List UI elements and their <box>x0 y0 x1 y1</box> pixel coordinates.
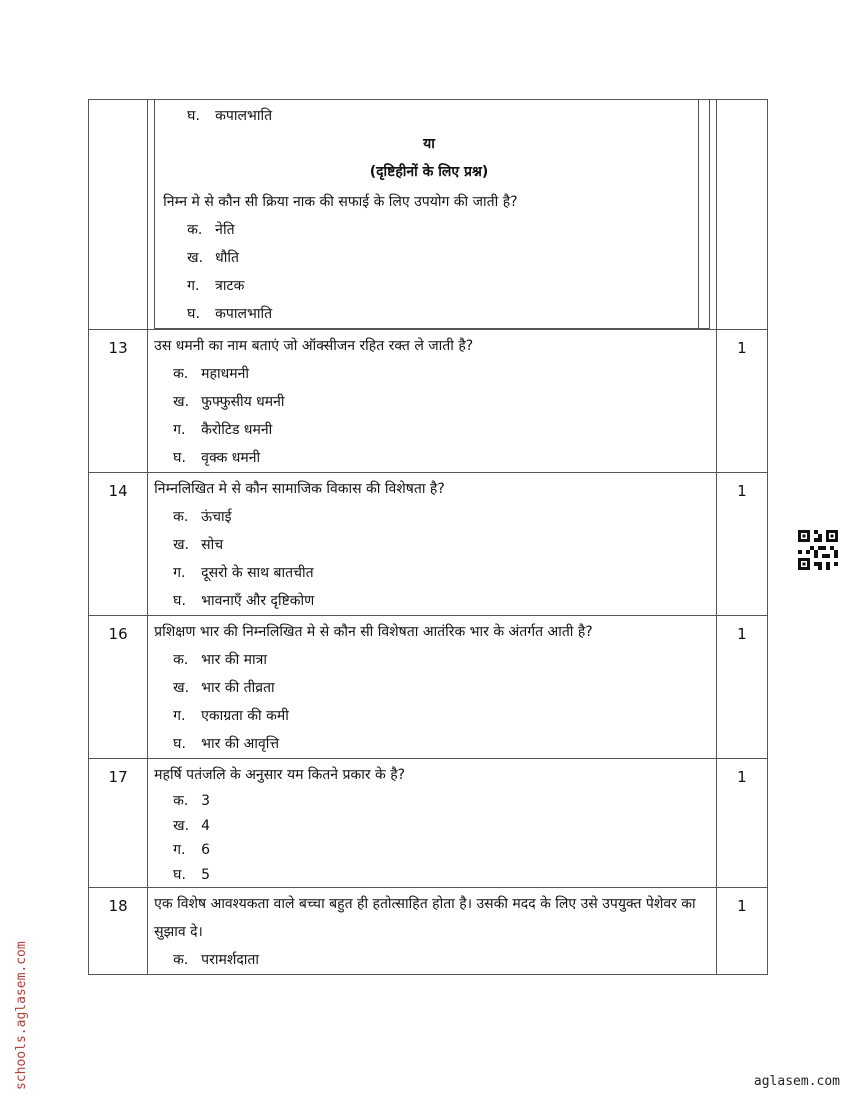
or-separator: या <box>423 136 435 152</box>
question-number: 18 <box>108 897 128 915</box>
question-number: 14 <box>108 482 128 500</box>
question-table <box>88 99 768 975</box>
question-number: 16 <box>108 625 128 643</box>
marks-cell <box>716 473 767 616</box>
option-d: घ. 5 <box>173 866 211 883</box>
option-a: क. महाधमनी <box>173 366 249 382</box>
question-text: प्रशिक्षण भार की निम्नलिखित मे से कौन सी विशेषता आतंरिक भार के अंतर्गत आती है? <box>154 624 593 640</box>
table-row-q17 <box>89 759 768 888</box>
question-number-cell <box>89 330 148 473</box>
option-a: क. नेति <box>187 222 235 238</box>
option-b: ख. भार की तीव्रता <box>173 680 275 696</box>
marks-value: 1 <box>737 897 747 915</box>
table-row-q12-tail <box>89 100 768 330</box>
question-cell <box>148 616 717 759</box>
marks-value: 1 <box>737 482 747 500</box>
option-c: ग. कैरोटिड धमनी <box>173 422 273 438</box>
option-c: ग. त्राटक <box>187 278 245 294</box>
option-b: ख. 4 <box>173 817 211 834</box>
option-b: ख. फुफ्फुसीय धमनी <box>173 394 285 410</box>
marks-cell <box>716 616 767 759</box>
option-b: ख. सोच <box>173 537 224 553</box>
question-text: महर्षि पतंजलि के अनुसार यम कितने प्रकार के है? <box>154 767 406 783</box>
option-d: घ. भावनाएँ और दृष्टिकोण <box>173 593 315 609</box>
option-d: घ. कपालभाति <box>187 306 273 322</box>
qr-code-icon <box>798 530 838 570</box>
question-text: उस धमनी का नाम बताएं जो ऑक्सीजन रहित रक्त ले जाती है? <box>154 338 474 354</box>
option-c: ग. 6 <box>173 842 211 858</box>
question-cell <box>148 100 717 330</box>
marks-cell <box>716 888 767 975</box>
question-number: 17 <box>108 768 128 786</box>
option-d: घ. वृक्क धमनी <box>173 450 261 466</box>
option-a: क. परामर्शदाता <box>173 952 260 968</box>
option-d: घ. भार की आवृत्ति <box>173 736 280 752</box>
question-number: 13 <box>108 339 128 357</box>
question-text: निम्न मे से कौन सी क्रिया नाक की सफाई के लिए उपयोग की जाती है? <box>163 194 518 210</box>
marks-value: 1 <box>737 768 747 786</box>
question-number-cell <box>89 473 148 616</box>
blind-heading: (दृष्टिहीनों के लिए प्रश्न) <box>369 164 489 180</box>
question-text: निम्नलिखित मे से कौन सामाजिक विकास की विशेषता है? <box>154 481 445 497</box>
marks-cell <box>716 330 767 473</box>
question-cell <box>148 473 717 616</box>
option-d: घ. कपालभाति <box>187 108 273 124</box>
option-a: क. 3 <box>173 793 211 809</box>
question-number-cell <box>89 100 148 330</box>
question-number-cell <box>89 616 148 759</box>
option-b: ख. धौति <box>187 250 240 266</box>
option-c: ग. एकाग्रता की कमी <box>173 708 289 724</box>
question-number-cell <box>89 888 148 975</box>
side-watermark: schools.aglasem.com <box>14 941 29 1090</box>
option-a: क. ऊंचाई <box>173 509 232 525</box>
option-c: ग. दूसरो के साथ बातचीत <box>173 565 314 581</box>
table-row-q13 <box>89 330 768 473</box>
option-a: क. भार की मात्रा <box>173 652 267 668</box>
marks-value: 1 <box>737 625 747 643</box>
question-cell <box>148 888 717 975</box>
question-cell <box>148 330 717 473</box>
footer-watermark: aglasem.com <box>753 1074 840 1089</box>
table-row-q16 <box>89 616 768 759</box>
question-number-cell <box>89 759 148 888</box>
marks-cell <box>716 100 767 330</box>
table-row-q14 <box>89 473 768 616</box>
question-cell <box>148 759 717 888</box>
question-text: एक विशेष आवश्यकता वाले बच्चा बहुत ही हतोत्साहित होता है। उसकी मदद के लिए उसे उपयुक्त पेशेवर का सुझाव दे। <box>154 896 696 940</box>
table-row-q18 <box>89 888 768 975</box>
alternative-question-box <box>154 100 710 329</box>
marks-cell <box>716 759 767 888</box>
marks-value: 1 <box>737 339 747 357</box>
